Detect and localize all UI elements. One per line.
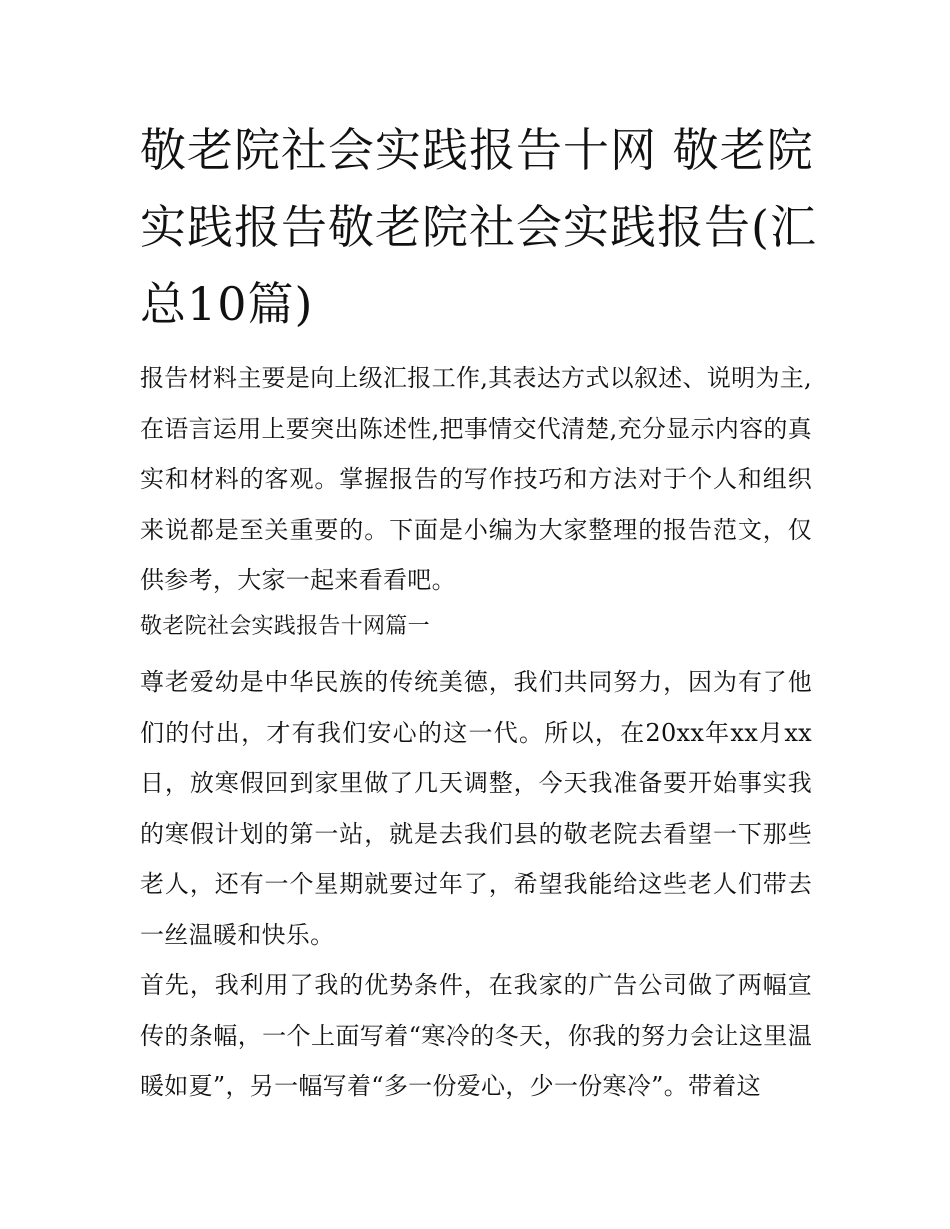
intro-paragraph: 报告材料主要是向上级汇报工作,其表达方式以叙述、说明为主,在语言运用上要突出陈述性,把事情交代清楚,充分显示内容的真实和材料的客观。掌握报告的写作技巧和方法对于个人和组织来说都是至关重要的。下面是小编为大家整理的报告范文，仅供参考，大家一起来看看吧。 (140, 364, 812, 594)
section-heading: 敬老院社会实践报告十网篇一 (140, 614, 430, 639)
document-title: 敬老院社会实践报告十网 敬老院实践报告敬老院社会实践报告(汇总10篇) (140, 123, 817, 331)
body-paragraph: 首先，我利用了我的优势条件，在我家的广告公司做了两幅宣传的条幅，一个上面写着“寒冷的冬天，你我的努力会让这里温暖如夏”，另一幅写着“多一份爱心，少一份寒冷”。带着这 (140, 971, 812, 1100)
body-paragraph: 尊老爱幼是中华民族的传统美德，我们共同努力，因为有了他们的付出，才有我们安心的这一代。所以，在20xx年xx月xx日，放寒假回到家里做了几天调整，今天我准备要开始事实我的寒假计划的第一站，就是去我们县的敬老院去看望一下那些老人，还有一个星期就要过年了，希望我能给这些老人们带去一丝温暖和快乐。 (140, 668, 812, 949)
